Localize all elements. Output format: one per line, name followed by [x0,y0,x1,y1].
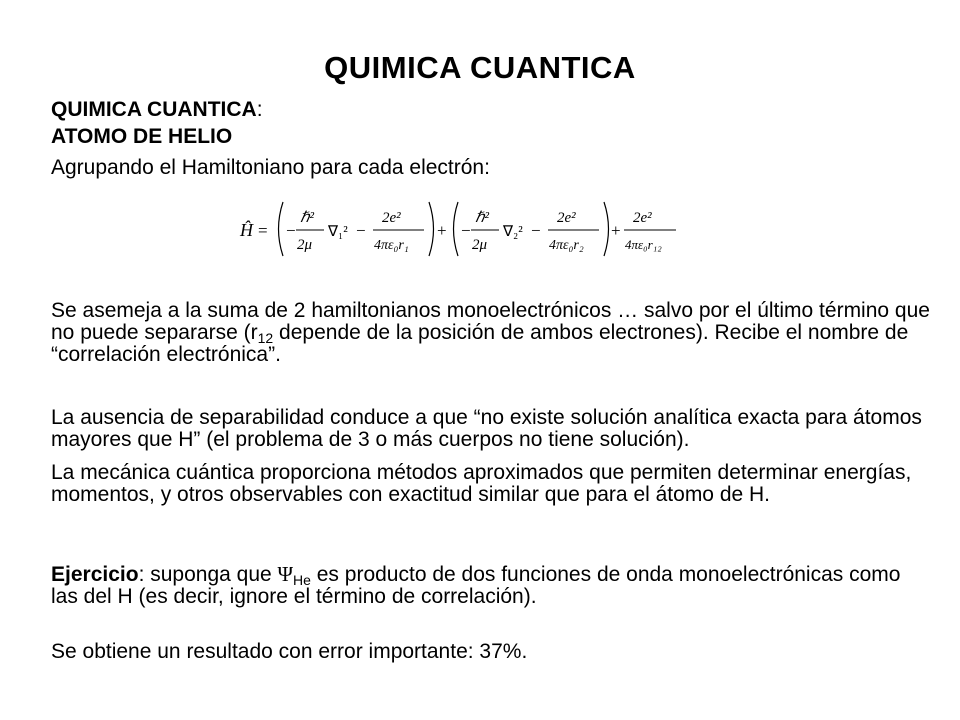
formula-lhs: Ĥ [240,220,253,240]
formula-2mu-2: 2μ [472,237,488,253]
psi-symbol: Ψ [277,562,294,586]
formula-hbar-2: ℏ² [475,210,490,226]
formula-den-r12: 4πε₀r₁₂ [625,237,662,252]
formula-2mu-1: 2μ [297,237,313,253]
p1-before: Se asemeja a la suma de 2 hamiltonianos monoelectrónicos … salvo por el último término que no puede separarse (r [51,299,930,344]
formula-plus-2: + [611,221,621,240]
subtitle-colon: : [256,98,263,121]
p1-sub: 12 [257,330,274,346]
exercise-before: : suponga que [138,563,278,586]
paren-open-2 [454,202,459,256]
psi-subscript: He [293,572,311,588]
paragraph-correlation [51,300,931,366]
formula-nabla-1: ∇₁² [328,224,348,240]
exercise-label: Ejercicio [51,563,139,586]
paragraph-exercise [51,563,931,608]
formula-den-r2: 4πε₀r₂ [549,238,584,253]
paren-close-1 [429,202,434,256]
formula-minus-1: − [286,221,296,240]
formula-minus-4: − [531,221,541,240]
subtitle [51,99,931,121]
p1-after: depende de la posición de ambos electrones). Recibe el nombre de “correlación electrónica”. [51,321,909,366]
exercise-after: es producto de dos funciones de onda monoelectrónicas como las del H (es decir, ignore el término de correlación). [51,563,901,608]
paragraph-result: Se obtiene un resultado con error importante: 37%. [51,640,528,663]
paren-close-2 [604,202,609,256]
formula-nabla-2: ∇₂² [503,224,523,240]
grouping-line: Agrupando el Hamiltoniano para cada electrón: [51,156,490,179]
slide-title: QUIMICA CUANTICA [324,50,636,85]
formula-minus-3: − [461,221,471,240]
formula-plus-1: + [437,221,447,240]
formula-2e2-1: 2e² [382,210,401,226]
hamiltonian-formula [238,196,678,262]
formula-hbar-1: ℏ² [300,210,315,226]
formula-minus-2: − [356,221,366,240]
paragraph-approximate-methods: La mecánica cuántica proporciona métodos aproximados que permiten determinar energías, momentos, y otros observables con exactitud similar que para el átomo de H. [51,461,912,506]
formula-equals: = [258,221,268,240]
formula-2e2-2: 2e² [557,210,576,226]
paren-open-1 [279,202,284,256]
formula-den-r1: 4πε₀r₁ [374,238,409,253]
subtitle-strong: QUIMICA CUANTICA [51,98,257,121]
paragraph-separability: La ausencia de separabilidad conduce a que “no existe solución analítica exacta para átomos mayores que H” (el problema de 3 o más cuerpos no tiene solución). [51,406,922,451]
atom-heading: ATOMO DE HELIO [51,125,233,148]
formula-2e2-3: 2e² [633,210,652,226]
